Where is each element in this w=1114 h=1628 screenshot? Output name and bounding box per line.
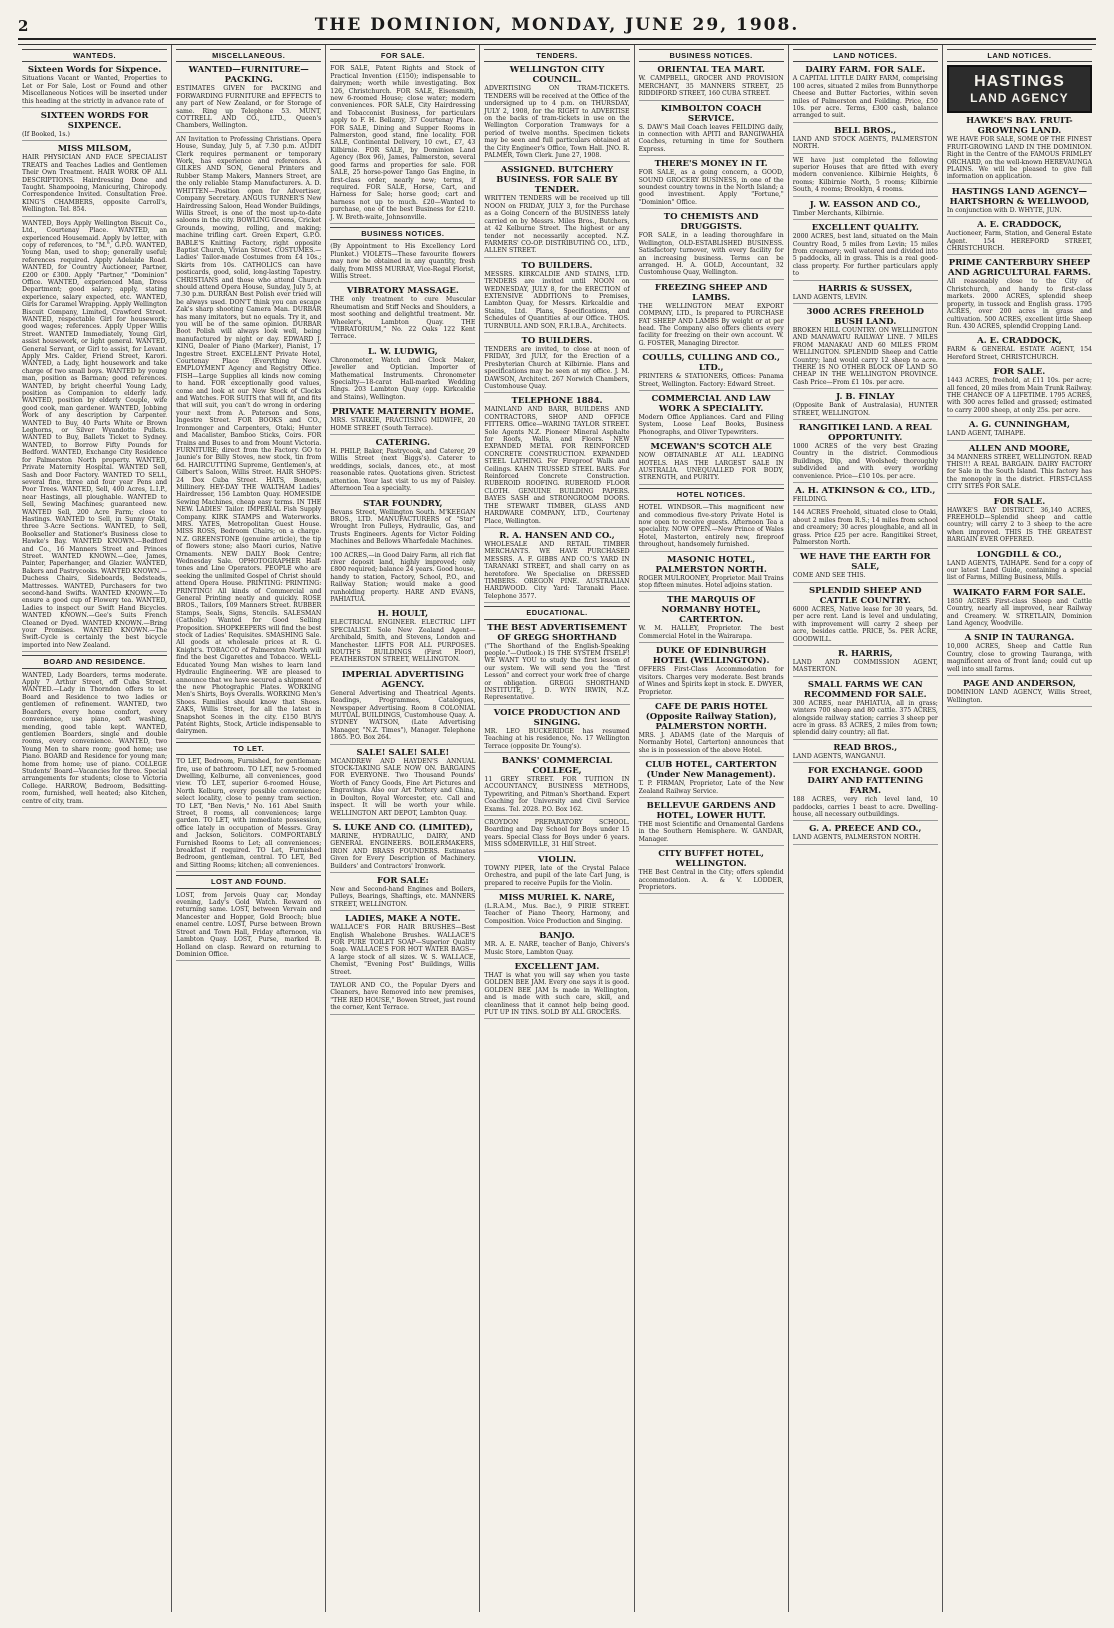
ad-body: THE most Scientific and Ornamental Gardens in the Southern Hemisphere. W. GANDAR, Manager. xyxy=(638,820,784,843)
ad-heading: MISS MILSOM, xyxy=(57,144,132,155)
section-header: BUSINESS NOTICES. xyxy=(330,227,475,240)
advertisement xyxy=(484,531,629,603)
ad-heading: CLUB HOTEL, CARTERTON (Under New Management). xyxy=(645,760,777,781)
ad-heading: A SNIP IN TAURANGA. xyxy=(964,633,1075,644)
ad-body: Situations Vacant or Wanted, Properties to Let or For Sale, Lost or Found and other Miscellaneous Notices will be inserted under this heading at the strictly in advance rate of xyxy=(22,75,168,105)
ad-body: WE have just completed the following superior Houses that are fitted with every modern convenience. Kilbirnie Heights, 6 rooms; Kilbirnie North, 5 rooms; Kilbirnie South, 4 rooms; Brooklyn, 4 rooms. xyxy=(792,156,938,194)
ad-heading: SPLENDID SHEEP AND CATTLE COUNTRY. xyxy=(808,585,922,606)
hastings-land-agency-banner xyxy=(947,65,1092,113)
ad-body: FOR SALE, in a leading thoroughfare in Wellington, OLD-ESTABLISHED BUSINESS. Satisfactory turnover, with every facility for an increasing business. Terms can be arranged. H. A. GOLD, Accountant, 32 Customhouse Quay, Wellington. xyxy=(638,232,784,277)
ad-heading: CATERING. xyxy=(375,438,431,449)
column-header: WANTEDS. xyxy=(22,49,167,62)
advertisement xyxy=(793,157,938,197)
ad-heading: TO CHEMISTS AND DRUGGISTS. xyxy=(663,212,759,233)
ad-body: WALLACE'S FOR HAIR BRUSHES—Best English Whalebone Brushes. WALLACE'S FOR PURE TOILET SOAP—Superior Quality Soap. WALLACE'S FOR HOT WATER BAGS—A large stock of all sizes. W. S. WALLACE, Chemist, "Evening Post" Buildings, Willis Street. xyxy=(330,924,476,976)
ad-heading: A. E. CRADDOCK, xyxy=(977,220,1062,231)
ad-body: Auctioneer, Farm, Station, and General Estate Agent. 154 HEREFORD STREET, CHRISTCHURCH. xyxy=(946,230,1092,253)
ad-body: WE HAVE FOR SALE, SOME OF THE FINEST FRUIT-GROWING LAND IN THE DOMINION. Right in the Centre of the FAMOUS FRIMLEY ORCHARD, on the well-known HEREVAUNGA PLAINS. We will be pleased to give full information on application. xyxy=(946,136,1092,181)
advertisement xyxy=(793,509,938,549)
ad-body: LOST, from Jervois Quay car, Monday evening, Lady's Gold Watch. Reward on returning same. LOST, between Vervain and Mancester and Hopper, Gold Brooch; blue enamel centre. LOST, Purse between Brown Street and Town Hall, Friday afternoon, via Lambton Quay. LOST, Purse, marked B. Holland on clasp. Reward on returning to Dominion Office. xyxy=(176,891,322,958)
ad-body: H. PHILP, Baker, Pastrycook, and Caterer, 29 Willis Street (next Biggs's). Caterer to weddings, socials, dances, etc., at most reasonable rates. Quotations given. Strictest attention. Your last visit to us my of Paisley. Afternoon Tea a specialty. xyxy=(330,448,476,493)
advertisement xyxy=(330,982,475,1015)
ad-body: WANTED, Boys Apply Wellington Biscuit Co., Ltd., Courtenay Place. WANTED, an experienced Housemaid. Apply by letter, with copy of references, to "M.", G.P.O. WANTED, Young Man, used to shop; generally useful; references required. Apply Adelaide Road. WANTED, for Country Auctioneer, Partner, £200 or £300. Apply "Partner," "Dominion" Office. WANTED, experienced Man, Dress Department; good salary; apply, stating experience, salary expected, etc. WANTED, Girls for Caramel Wrapping. Apply Wellington Biscuit Company, Limited, Crawford Street. WANTED, respectable Girl for housework; good wages; references. Apply Upper Willis Street. WANTED Immediately, Young Girl, assist housework, or light general. WANTED, General Servant, or Girl to assist, for Levant. Apply Mrs. Calder, Friend Street, Karori. WANTED, a Lady, light housework and take charge of two small boys. WANTED by young man, position as Barman; good references. WANTED, by bright cheerful Young Lady, position as Companion to elderly lady. WANTED, position by elderly Couple, wife good cook, man gardener. WANTED, Jobbing Work of any description by Carpenter. WANTED to Buy, 40 Parts White or Brown Leghorns, or Silver Wyandotte Pullets. WANTED to Buy, Ballets Ticket to Sydney. WANTED, to Borrow Fifty Pounds for Bedford. WANTED, Exchange City Residence for Palmerston North property. WANTED, Private Maternity Hospital. WANTED Sell, Sash and Door Factory. WANTED TO SELL, several fine, three and four year Pens and Poor Trees. WANTED, Sell, 400 Acres, L.I.P., near Hastings, all ploughable. WANTED to Sell, Sewing Machines; guaranteed new. WANTED Sell, 200 Acre Farm; close to Hastings. WANTED to Sell, in Sunny Otaki, three 3-Acre Sections. WANTED, to Sell, Bookseller and Stationer's Business close to Hawke's Bay. WANTED KNOWN.—Bedford and Co., 16 Manners Street and Princes Street. WANTED KNOWN.—Gee, James, Painter, Paperhanger, and Glazier. WANTED, Bakers and Pastrycooks. WANTED KNOWN.—Duchess Chairs, Sideboards, Bedsteads, Mattresses. WANTED, Purchasers for two second-hand Swifts. WANTED KNOWN.—To ensure a good cup of Flowery tea. WANTED, Ladies to inspect our Swift Hand Bicycles. WANTED KNOWN.—Gee's Suits French Cleaned or Dyed. WANTED KNOWN.—Bring your Promises. WANTED KNOWN.—The Swift-Cycle is certainly the best bicycle imported into New Zealand. xyxy=(22,219,168,649)
ad-heading: SALE! SALE! SALE! xyxy=(356,747,450,758)
ad-body: 34 MANNERS STREET, WELLINGTON. READ THIS!!! A REAL BARGAIN. DAIRY FACTORY for Sale in the South Island. This factory has the monopoly in the district. FIRST-CLASS CITY SITES FOR SALE. xyxy=(946,453,1092,491)
advertisement xyxy=(947,550,1092,585)
column-header: FOR SALE. xyxy=(330,49,475,62)
page-number: 2 xyxy=(18,17,29,35)
advertisement xyxy=(793,307,938,389)
advertisement xyxy=(793,586,938,646)
advertisement xyxy=(793,200,938,220)
ad-body: FOR SALE, as a going concern, a GOOD, SOUND GROCERY BUSINESS, in one of the soundest country towns in the North Island; a good investment. Apply "Fortune," "Dominion" Office. xyxy=(638,169,784,206)
advertisement xyxy=(639,353,784,391)
advertisement xyxy=(484,962,629,1019)
ad-heading: H. HOULT, xyxy=(377,609,429,620)
ad-body: ADVERTISING ON TRAM-TICKETS. TENDERS will be received at the Office of the undersigned up to 4 p.m. on THURSDAY, JULY 2, 1908, for the RIGHT to ADVERTISE on the backs of tram-tickets in use on the Wellington Corporation Tramways for a period of twelve months. Specimen tickets may be seen and full particulars obtained at the City Engineer's Office, Town Hall. JNO. R. PALMER, Town Clerk. June 27, 1908. xyxy=(484,85,630,160)
advertisement xyxy=(639,394,784,439)
advertisement xyxy=(793,649,938,677)
ad-heading: FREEZING SHEEP AND LAMBS. xyxy=(654,282,768,303)
ad-heading: HASTINGS LAND AGENCY— HARTSHORN & WELLWOOD, xyxy=(949,186,1090,207)
advertisement xyxy=(793,126,938,154)
advertisement xyxy=(639,849,784,894)
ad-heading: R. A. HANSEN AND CO., xyxy=(499,530,615,541)
advertisement xyxy=(793,680,938,740)
advertisement xyxy=(639,104,784,157)
advertisement xyxy=(947,116,1092,183)
section-header: TO LET. xyxy=(176,742,321,755)
advertisement xyxy=(639,212,784,279)
ad-heading: ALLEN AND MOORE, xyxy=(968,443,1070,454)
ad-heading: THE BEST ADVERTISEMENT OF GREGG SHORTHAND xyxy=(487,622,627,643)
advertisement xyxy=(639,442,784,485)
advertisement xyxy=(484,165,629,257)
advertisement xyxy=(330,823,475,873)
ad-heading: L. W. LUDWIG, xyxy=(367,346,438,357)
ad-body: NOW OBTAINABLE AT ALL LEADING HOTELS. HAS THE LARGEST SALE IN AUSTRALIA. UNEQUALLED FOR BODY, STRENGTH, and PURITY. xyxy=(638,452,784,482)
ad-body: MAINLAND AND BARR, BUILDERS AND CONTRACTORS, SHOP AND OFFICE FITTERS. Office—WARING TAYLOR STREET. Sole Agents N.Z. Pioneer Mineral Asphalte for Roofs, Walls, and Floors. NEW EXPANDED METAL FOR REINFORCED CONCRETE CONSTRUCTION. EXPANDED STEEL LATHING. For Fireproof Walls and Ceilings. KAHN TRUSSED STEEL BARS. For Reinforced Concrete Construction. RUBEROID ROOFING. RUBEROID FLOOR CLOTH. GENUINE BUILDING PAPERS. BAYES SASH and STRONGROOM DOORS. THE STEWART TIMBER, GLASS AND HARDWARE COMPANY, LTD., Courtenay Place, Wellington. xyxy=(484,406,630,525)
advertisement xyxy=(176,758,321,872)
ad-heading: FOR SALE. xyxy=(993,496,1046,507)
advertisement xyxy=(639,702,784,757)
ad-body: MR. LEO BUCKERIDGE has resumed Teaching at his residence, No. 17 Wellington Terrace (opposite Dr. Young's). xyxy=(484,727,630,750)
ad-body: THAT is what you will say when you taste GOLDEN BEE JAM. Every one says it is good. GOLDEN BEE JAM Is made in Wellington, and is made with such care, skill, and cleanliness that it cannot help being good. PUT UP IN TINS. SOLD BY ALL GROCERS. xyxy=(484,971,630,1016)
ad-body: W. CAMPBELL, GROCER AND PROVISION MERCHANT, 35 MANNERS STREET, 25 RIDDIFORD STREET, 160 CUBA STREET. xyxy=(638,75,784,98)
section-header: BOARD AND RESIDENCE. xyxy=(22,655,167,668)
advertisement xyxy=(947,633,1092,676)
advertisement xyxy=(793,486,938,506)
advertisement xyxy=(793,743,938,763)
ad-body: COME AND SEE THIS. xyxy=(792,572,866,580)
ad-heading: 3000 ACRES FREEHOLD BUSH LAND. xyxy=(806,306,924,327)
advertisement xyxy=(330,670,475,745)
advertisement xyxy=(484,708,629,753)
ad-body: 2000 ACRES, best land, situated on the Main Country Road, 5 miles from Levin; 15 miles from creamery; well watered and divided into 5 paddocks, all in grass. This is a real good-class property. For further particulars apply to xyxy=(792,233,938,278)
advertisement xyxy=(484,855,629,890)
advertisement xyxy=(639,595,784,643)
columns-container xyxy=(18,44,1096,1612)
advertisement xyxy=(639,283,784,350)
ad-heading: VIBRATORY MASSAGE. xyxy=(346,286,459,297)
ad-heading: SMALL FARMS WE CAN RECOMMEND FOR SALE. xyxy=(803,679,927,700)
ad-body: LAND AGENTS, WANGANUI. xyxy=(792,752,886,760)
ad-heading: MASONIC HOTEL, PALMERSTON NORTH. xyxy=(655,554,767,575)
ad-heading: IMPERIAL ADVERTISING AGENCY. xyxy=(341,669,464,690)
advertisement xyxy=(947,497,1092,547)
advertisement xyxy=(947,420,1092,440)
advertisement xyxy=(330,407,475,435)
column-3 xyxy=(326,45,480,1612)
ad-heading: STAR FOUNDRY, xyxy=(363,498,443,509)
advertisement xyxy=(793,284,938,304)
advertisement xyxy=(330,914,475,979)
advertisement xyxy=(793,552,938,582)
ad-heading: VOICE PRODUCTION AND SINGING. xyxy=(493,707,621,728)
ad-body: WRITTEN TENDERS will be received up till NOON on FRIDAY, JULY 3, for the Purchase as a Going Concern of the BUSINESS lately carried on by Messrs. Miles Bros., Butchers, at 42 Kelburne Street. The highest or any tender not necessarily accepted. N.Z. FARMERS' CO-OP. DISTRIBUTING CO., LTD., ALLEN STREET. xyxy=(484,195,630,255)
ad-body: ("The Shorthand of the English-Speaking people."—Outlook.) IS THE SYSTEM ITSELF! WE WANT YOU to study the first lesson of our system. We will send you the "first Lesson" and correct your work free of charge or obligation. GREGG SHORTHAND INSTITUTE, J. D. WYN IRWIN, N.Z. Representative. xyxy=(484,642,630,702)
ad-body: 10,000 ACRES, Sheep and Cattle Run Country, close to growing Tauranga, with magnificent area of front land; could cut up well into small farms. xyxy=(946,643,1092,673)
ad-body: W. M. HALLEY, Proprietor. The best Commercial Hotel in the Wairarapa. xyxy=(638,625,784,640)
ad-heading: S. LUKE AND CO. (LIMITED), xyxy=(332,822,473,833)
advertisement xyxy=(330,748,475,820)
ad-heading: TELEPHONE 1884. xyxy=(511,396,603,407)
advertisement xyxy=(793,223,938,280)
ad-heading: EXCELLENT QUALITY. xyxy=(811,223,919,234)
ad-heading: RANGITIKEI LAND. A REAL OPPORTUNITY. xyxy=(798,423,932,443)
advertisement xyxy=(793,65,938,122)
ad-body: HOTEL WINDSOR.—This magnificent new and commodious five-story Private Hotel is now open to receive guests. Afternoon Tea a speciality. NOW OPEN.—New Prince of Wales Hotel, Masterton, entirely new, fireproof throughout, handsomely furnished. xyxy=(638,504,784,549)
ad-body: THE WELLINGTON MEAT EXPORT COMPANY, LTD., Is prepared to PURCHASE FAT SHEEP AND LAMBS By weight or at per head. The Company also offers clients every facility for freezing on their own account. W. G. FOSTER, Managing Director. xyxy=(638,302,784,347)
ad-heading: THE MARQUIS OF NORMANBY HOTEL, CARTERTON. xyxy=(661,595,761,626)
ad-heading: MCEWAN'S SCOTCH ALE xyxy=(650,442,772,453)
advertisement xyxy=(947,679,1092,707)
ad-heading: KIMBOLTON COACH SERVICE. xyxy=(660,103,762,124)
advertisement xyxy=(947,444,1092,494)
ad-body: LAND AND COMMISSION AGENT, MASTERTON. xyxy=(792,658,938,674)
column-header: BUSINESS NOTICES. xyxy=(639,49,784,62)
ad-body: CROYDON PREPARATORY SCHOOL. Boarding and Day School for Boys under 15 years. Special Class for Boys under 6 years. MISS SOMERVILLE, 31 Hill Street. xyxy=(484,819,630,849)
ad-heading: TO BUILDERS. xyxy=(521,260,593,271)
ad-heading: A. E. CRADDOCK, xyxy=(977,336,1062,347)
ad-body: Bevans Street, Wellington South. M'KEEGAN BROS., LTD. MANUFACTURERS of "Star" Wrought Iron Pulleys, Hydraulic, Gas, and Trusts Engineers. Agents for Victor Folding Machines and Bellows Wharfedale Machines. xyxy=(330,508,476,546)
section-header: LOST AND FOUND. xyxy=(176,875,321,888)
section-header: HOTEL NOTICES. xyxy=(639,488,784,501)
advertisement xyxy=(330,552,475,607)
advertisement xyxy=(330,347,475,404)
ad-body: 1443 ACRES, freehold, at £11 10s. per acre; all fenced, 20 miles from Main Trunk Railway. THE CHANCE OF A LIFETIME. 1795 ACRES, with 300 acres felled and grassed; estimated to carry 2000 sheep, at only 25s. per acre. xyxy=(946,377,1092,414)
advertisement xyxy=(947,588,1092,631)
ad-heading: R. HARRIS, xyxy=(838,648,893,659)
ad-heading: BELL BROS., xyxy=(834,125,897,136)
ad-body: (Opposite Bank of Australasia), HUNTER STREET, WELLINGTON. xyxy=(792,402,938,417)
ad-body: ROGER MULROONEY, Proprietor. Mail Trains stop fifteen minutes. Hotel adjoins station. xyxy=(638,574,784,590)
advertisement xyxy=(330,499,475,549)
advertisement xyxy=(330,609,475,666)
ad-heading: PAGE AND ANDERSON, xyxy=(963,679,1076,690)
ad-heading: COMMERCIAL AND LAW WORK A SPECIALITY. xyxy=(651,393,771,414)
ad-heading: HAWKE'S BAY. FRUIT-GROWING LAND. xyxy=(966,116,1073,137)
column-4 xyxy=(480,45,634,1612)
ad-body: FOR SALE, Patent Rights and Stock of Practical Invention (£150); indispensable to dairymen; worth while investigating. Box 126, Christchurch. FOR SALE, Eisensmith, new 6-roomed House; close water; modern conveniences. FOR SALE, City Hairdressing and Tobacconist Business, for particulars apply to F. H. Bellamy, 37 Courtenay Place. FOR SALE, Dining and Supper Rooms in Palmerston, good stand, fine locality. FOR SALE, Continental Delivery, 10 cwt., £7, 43 Kilbirnie. FOR SALE, by Dominion Land Agency (Box 96), James, Palmerston, several good farms and properties for sale. FOR SALE, 25 horse-power Tango Gas Engine, in first-class order, nearly new; terms, if required. FOR SALE, Horse, Cart, and Harness for Sale; horse good; cart and harness not up to much. £20—Wanted to purchase, one of the best Business for £210. J. W. Breth-waite, Johnsonville. xyxy=(330,65,476,221)
ad-body: MRS. STARKIE, PRACTISING MIDWIFE, 20 HOME STREET (South Terrace). xyxy=(330,417,476,432)
ad-body: 11 GREY STREET. FOR TUITION IN ACCOUNTANCY, BUSINESS METHODS, Typewriting, and Pitman's Shorthand. Expert Coaching for University and Civil Service Exams. Tel. 2028. P.O. Box 162. xyxy=(484,776,630,813)
advertisement xyxy=(947,367,1092,417)
advertisement xyxy=(484,336,629,393)
advertisement xyxy=(947,187,1092,217)
ad-heading: WANTED—FURNITURE—PACKING. xyxy=(188,65,309,86)
advertisement xyxy=(947,258,1092,333)
ad-body: ELECTRICAL ENGINEER. ELECTRIC LIFT SPECIALIST. Sole New Zealand Agent—Archibald, Smith, and Stevens, London and Manchester. LIFTS FOR ALL PURPOSES. ROUTH'S BUILDINGS (First Floor), FEATHERSTON STREET, WELLINGTON. xyxy=(330,619,476,664)
ad-body: 188 ACRES, very rich level land, 10 paddocks, carries 1 beast to acre. Dwelling-house, all necessary outbuildings. xyxy=(792,796,938,818)
ad-body: TO LET, Bedroom, Furnished, for gentleman; fire, use of bathroom. TO LET, new 5-roomed Dwelling, Kelburne, all conveniences, good view. TO LET, superior 6-roomed House, North Kelburn, every possible convenience; select locality, close to penny tram section. TO LET, "Ben Nevis," No. 161 Abel Smith Street, 8 rooms, all conveniences; large garden. TO LET, with immediate possession, office lately in occupation of Messrs. Gray and Jackson, Solicitors. COMFORTABLY Furnished Rooms to Let; all conveniences; breakfast if required. TO Let, Furnished Bedroom, gentleman, central. TO LET, Bed and Sitting Rooms; kitchen; all conveniences. xyxy=(176,758,322,869)
ad-heading: J. W. EASSON AND CO., xyxy=(809,199,921,210)
ad-heading: CAFE DE PARIS HOTEL (Opposite Railway Station), PALMERSTON NORTH. xyxy=(645,701,777,732)
ad-body: T. P. FIRMAN, Proprietor, Late of the New Zealand Railway Service. xyxy=(638,780,784,795)
ad-body: Chronometer, Watch and Clock Maker, Jeweller and Optician. Importer of Mathematical Instruments. Chronometer Specialty—18-carat Hall-marked Wedding Rings. 203 Lambton Quay (opp. Kirkcaldie and Stains), Wellington. xyxy=(330,356,476,401)
ad-heading: J. B. FINLAY xyxy=(836,392,895,403)
advertisement xyxy=(484,65,629,162)
advertisement xyxy=(484,756,629,816)
ad-body: OFFERS First-Class Accommodation for visitors. Charges very moderate. Best brands of Wines and Spirits kept in stock. E. DWYER, Proprietor. xyxy=(638,666,784,696)
ad-body: Timber Merchants, Kilbirnie. xyxy=(792,209,884,217)
masthead xyxy=(18,14,1096,40)
advertisement xyxy=(176,65,321,132)
column-header: MISCELLANEOUS. xyxy=(176,49,321,62)
ad-heading: G. A. PREECE AND CO., xyxy=(809,824,922,835)
section-header: EDUCATIONAL. xyxy=(484,606,629,619)
ad-body: BROKEN HILL COUNTRY. ON WELLINGTON AND MANAWATU RAILWAY LINE. 7 MILES FROM MANAKAU AND 60 MILES FROM WELLINGTON. SPLENDID Sheep and Cattle Country; land would carry 12 sheep to acre. THERE IS NO OTHER BLOCK OF LAND SO CHEAP IN THE WELLINGTON PROVINCE. Cash Price—From £1 10s. per acre. xyxy=(792,326,938,386)
ad-body: FEILDING. xyxy=(792,496,828,504)
ad-body: MESSRS. KIRKCALDIE AND STAINS, LTD. TENDERS are invited until NOON on WEDNESDAY, JULY 8, for the ERECTION of EXTENSIVE ADDITIONS to Premises, Lambton Quay, for Messrs. Kirkcaldie and Stains, Ltd. Plans, Specifications, and Schedules of Quantities at our Office. THOS. TURNBULL AND SON, F.R.I.B.A., Architects. xyxy=(484,270,630,330)
advertisement xyxy=(176,136,321,739)
advertisement xyxy=(793,824,938,844)
ad-body: (If Booked, 1s.) xyxy=(22,131,70,139)
ad-body: All reasonably close to the City of Christchurch, and handy to first-class markets. 2000 ACRES, splendid sheep property, in tussock and English grass. 1795 ACRES, over 200 acres in grass and cultivation. 500 ACRES, excellent little Sheep Run. 430 ACRES, splendid Cropping Land. xyxy=(946,278,1092,330)
advertisement xyxy=(484,623,629,705)
ad-body: (L.R.A.M., Mus. Bac.), 9 PIRIE STREET. Teacher of Piano Theory, Harmony, and Composition. Voice Production and Singing. xyxy=(484,902,630,925)
ad-heading: LONGDILL & CO., xyxy=(976,549,1062,560)
advertisement xyxy=(330,438,475,495)
ad-heading: ASSIGNED. BUTCHERY BUSINESS. FOR SALE BY TENDER. xyxy=(496,165,618,196)
ad-heading: WELLINGTON CITY COUNCIL. xyxy=(509,65,605,86)
column-header: LAND NOTICES. xyxy=(793,49,938,62)
ad-body: General Advertising and Theatrical Agents. Readings, Programmes, Catalogues, Newspaper Advertising. Room 8 COLONIAL MUTUAL BUILDINGS, Customhouse Quay. A. SYDNEY WATSON, (Late Advertising Manager, "N.Z. Times"), Manager. Telephone 1865. P.O. Box 264. xyxy=(330,689,476,742)
banner-line2: LAND AGENCY xyxy=(970,91,1069,106)
ad-body: HAIR PHYSICIAN AND FACE SPECIALIST TREATS and Teaches Ladies and Gentlemen Their Own Treatment. HAIR WORK OF ALL DESCRIPTIONS. Hairdressing Done and Taught. Shampooing, Manicuring, Chiropody. Correspondence Invited. Consultation Free. KING'S CHAMBERS, opposite Carroll's, Wellington. Tel. 854. xyxy=(22,154,168,214)
advertisement xyxy=(639,159,784,209)
ad-heading: PRIME CANTERBURY SHEEP AND AGRICULTURAL FARMS. xyxy=(948,258,1091,279)
ad-body: DOMINION LAND AGENCY, Willis Street, Wellington. xyxy=(946,689,1092,704)
ad-body: 100 ACRES,—in Good Dairy Farm, all rich flat river deposit land, highly improved; only £800 required; balance 24 years. Good house, handy to station, Factory, School, P.O., and Railway Station; would make a good runholding property. HARE AND EVANS, PAHIATUA. xyxy=(330,551,476,603)
ad-body: TENDERS are invited, to close at noon of FRIDAY, 3rd JULY, for the Erection of a Presbyterian Church at Kilbirnie. Plans and specifications may be seen at my office. J. M. DAWSON, Architect. 267 Norwich Chambers, Customhouse Quay. xyxy=(484,345,630,390)
column-header: LAND NOTICES. xyxy=(947,49,1092,62)
advertisement xyxy=(22,220,167,653)
ad-heading: MISS MURIEL K. NARE, xyxy=(499,892,615,903)
ad-heading: COULLS, CULLING AND CO., LTD., xyxy=(642,353,780,374)
ad-heading: THERE'S MONEY IN IT. xyxy=(654,159,768,170)
advertisement xyxy=(484,893,629,928)
ad-body: THE only treatment to cure Muscular Rheumatism and Stiff Necks and Shoulders, a most soothing and delightful treatment. Mr. Wheeler's, Lambton Quay. THE "VIBRATORIUM," No. 22 Oaks 122 Kent Terrace. xyxy=(330,296,476,341)
ad-heading: VIOLIN. xyxy=(537,854,577,865)
ad-body: MCANDREW AND HAYDEN'S ANNUAL STOCK-TAKING SALE NOW ON. BARGAINS FOR EVERYONE. Two Thousand Pounds' Worth of Fancy Goods, Fine Art Pictures and Engravings. Also our Art Pottery and China, in Doulton, Royal Worcester, etc. Call and inspect. It will be worth your while. WELLINGTON ART DEPOT, Lambton Quay. xyxy=(330,757,476,817)
advertisement xyxy=(639,646,784,699)
column-header: TENDERS. xyxy=(484,49,629,62)
advertisement xyxy=(22,672,167,808)
column-6 xyxy=(789,45,943,1612)
ad-body: LAND AGENTS, TAIHAPE. Send for a copy of our latest Land Guide, containing a special list of Farms, Milling Business, Mills. xyxy=(946,559,1092,582)
ad-heading: EXCELLENT JAM. xyxy=(514,961,600,972)
advertisement xyxy=(639,801,784,846)
ad-body: Modern Office Appliances. Card and Filing System, Loose Leaf Books, Business Phonographs, and Oliver Typewriters. xyxy=(638,413,784,436)
ad-heading: HARRIS & SUSSEX, xyxy=(818,283,913,294)
banner-line1: HASTINGS xyxy=(974,73,1065,91)
ad-body: (By Appointment to His Excellency Lord Plunket.) VIOLETS—These favourite flowers may now be obtained in any quantity, fresh daily, from MISS MURRAY, Vice-Regal Florist, Willis Street. xyxy=(330,243,476,280)
ad-body: MARINE, HYDRAULIC, DAIRY, AND GENERAL ENGINEERS. BOILERMAKERS, IRON AND BRASS FOUNDERS. Estimates Given for Every Description of Machinery. Builders' and Contractors' Ironwork. xyxy=(330,832,476,870)
advertisement xyxy=(484,931,629,959)
ad-body: New and Second-hand Engines and Boilers, Pulleys, Bearings, Shaftings, etc. MANNERS STREET, WELLINGTON. xyxy=(330,885,476,908)
advertisement xyxy=(793,766,938,821)
ad-body: LAND AGENTS, PALMERSTON NORTH. xyxy=(792,834,921,842)
column-1 xyxy=(18,45,172,1612)
ad-heading: BANJO. xyxy=(539,931,575,942)
advertisement xyxy=(947,220,1092,255)
ad-body: HAWKE'S BAY DISTRICT. 36,140 ACRES, FREEHOLD—Splendid sheep and cattle country; will carry 2 to 3 sheep to the acre when improved. THIS IS THE GREATEST BARGAIN EVER OFFERED. xyxy=(946,506,1092,544)
ad-heading: ORIENTAL TEA MART. xyxy=(657,65,765,76)
advertisement xyxy=(22,144,167,216)
ad-body: AN Invitation to Professing Christians. Opera House, Sunday, July 5, at 7.30 p.m. AUDIT Clerk requires permanent or temporary Work, has experience and references. A GILKES AND SON, General Printers and Rubber Stamp Makers, Manners Street, are the only reliable Stamp Manufacturers. A. D. WHITTEN—Position open for Advertiser, Company Secretary. ANGUS TURNER'S New Hairdressing Saloon, Head Wonder Buildings, Willis Street, is one of the most up-to-date saloons in the city. BOWLING Greens, Cricket Grounds, mowing, rolling, and making; machine trifling cart. Green Expert, G.P.O. BABLE'S Knitting Factory, right opposite Baptist Church, Vivian Street. COSTUMES.—Ladies' Tailor-made Costumes from £4 10s.; Skirts from 10s. CATHOLICS can have posticards, good, solid, long-lasting Tapestry. CHRISTIANS and those who attend Church should attend Opera House, Sunday, July 5, at 7.30 p.m. DURRAN Best Polish ever tried will be always used. DON'T think you can escape Zak's sharp shooting Camera Man. DURBAR has many imitators, but no equals. Try it, and you will be of the same opinion. DURBAR Boot Polish will always look well, being manufactured by night or day. EDWARD J. KING, Dealer of Piano (Marker), Pianist, 17 Ingestre Street. EXCELLENT Private Hotel, Courtenay Place (Everything New). EMPLOYMENT Agency and Registry Office. FISH—Large Supplies all kinds now coming to hand. FOR exceptionally good values, come and look at our New Stock of Clocks and Watches. FOR SUITS that will fit, and fits that will suit, you can't do wrong in ordering your next from A. Paterson and Sons, Ingestre Street. FOR BOOKS and CO., Ironmonger and Carpenters, Otaki; Hunter and Macalister, Bamboo Sticks, Coirs. FOR Trains and Buses to and from Mount Victoria. FURNITURE; direct from the Factory. GO to Jaunie's for Billy Stoves, new stock, tin from 6d. HAIRCUTTING Supreme, Gentlemen's, at Gilbert's Saloon, Willis Street. HAIR SHOPS: 24 Dox Cuba Street. HATS, Bonnets, Millinery. HEY-DAY THE WALTHAM Ladies' Hairdresser, 156 Lambton Quay. HOMESIDE Sewing Machines, cheap easy terms. IN THE NEW. LADIES' Tailor. IMPERIAL Fish Supply Company. KIRK STAMPS and Waterworks. MRS. YATES, Metropolitan Guest House. MISS ROSS, Bedroom Chairs; on a charge. N.Z. GREENSTONE (genuine article), the tip of flowers stone; also Maori curios, Native Ornaments. NEW DAILY Book Centre; Wednesday Sale. OPHOTOGRAPHER Half-tones and Line Operators. PEOPLE who are seeking the unlimited Gospel of Christ should attend Opera House. PRINTING: PRINTING: PRINTING! All kinds of Commercial and General Printing neatly and quickly. ROSE BROS., Tailors, 109 Manners Street. RUBBER Stamps, Seals, Signs, Stencils. SALESMAN (Catholic) Wanted for Good Selling Proposition. SHOPKEEPERS will find the best stock of Ladies' Requisites. SMASHING Sale. All goods at wholesale prices at R. G. Knight's. TOBACCO of Palmerston North will find the best Cigarettes and Tobacco. WELL-Educated Young Man wishes to learn land Hydraulic Engineering. WE are pleased to announce that we have secured a shipment of the new Photographic Plates. WORKING Men's Shirts, Boys Overalls. WORKING Men's Shoes. Families should know that Shoes. ZAKS, Willis Street, for all the latest in Snapshot Scenes in the city. £150 BUYS Patent Rights, Stock, Article indispensable to dairymen. xyxy=(176,135,322,736)
column-5 xyxy=(635,45,789,1612)
ad-body: 6000 ACRES, Native lease for 30 years, 5d. per acre rent. Land is level and undulating, with improvement will carry 2 sheep per acre, besides cattle. PRICE, 5s. PER ACRE, GOODWILL. xyxy=(792,605,938,643)
ad-body: WHOLESALE AND RETAIL TIMBER MERCHANTS. WE HAVE PURCHASED MESSRS. A. F. GIBBS AND CO.'S YARD IN TARANAKI STREET, and shall carry on as heretofore. We Specialise on DRESSED TIMBERS. OREGON PINE. AUSTRALIAN HARDWOOD. City Yard: Taranaki Place. Telephone 3577. xyxy=(484,540,630,600)
advertisement xyxy=(947,336,1092,364)
ad-heading: FOR EXCHANGE. GOOD DAIRY AND FATTENING FARM. xyxy=(807,766,924,797)
ad-body: TAYLOR AND CO., the Popular Dyers and Cleaners, have Removed into new premises, "THE RED HOUSE," Bowen Street, just round the corner, Kent Terrace. xyxy=(330,982,476,1012)
ad-heading: Sixteen Words for Sixpence. xyxy=(27,65,162,76)
ad-body: LAND AND STOCK AGENTS, PALMERSTON NORTH. xyxy=(792,135,938,151)
column-2 xyxy=(172,45,326,1612)
ad-body: A CAPITAL LITTLE DAIRY FARM, comprising 100 acres, situated 2 miles from Bunnythorpe Cheese and Butter Factories, within seven miles of Palmerston and Feilding. Price, £50 10s. per acre. Terms, £300 cash, balance arranged to suit. xyxy=(792,75,938,120)
advertisement xyxy=(639,555,784,593)
ad-heading: PRIVATE MATERNITY HOME. xyxy=(331,407,474,418)
ad-heading: FOR SALE: xyxy=(376,875,429,886)
ad-body: ESTIMATES GIVEN for PACKING and FORWARDING FURNITURE and EFFECTS to any part of New Zealand, or for Storage of same. Ring up Telephone 53. MUNT, COTTRELL AND CO., LTD., Queen's Chambers, Wellington. xyxy=(176,85,322,130)
ad-body: TOWNY PIPER, late of the Crystal Palace Orchestra, and pupil of the late Carl Jung, is prepared to receive Pupils for the Violin. xyxy=(484,864,630,887)
ad-heading: DUKE OF EDINBURGH HOTEL (WELLINGTON). xyxy=(652,646,770,667)
ad-heading: DAIRY FARM. FOR SALE. xyxy=(805,65,926,76)
advertisement xyxy=(330,286,475,343)
advertisement xyxy=(484,261,629,333)
advertisement xyxy=(639,504,784,551)
advertisement xyxy=(22,65,167,108)
ad-heading: WE HAVE THE EARTH FOR SALE, xyxy=(799,552,931,573)
ad-body: FARM & GENERAL ESTATE AGENT, 154 Hereford Street, CHRISTCHURCH. xyxy=(946,346,1092,361)
ad-body: 300 ACRES, near PAHIATUA, all in grass; winters 700 sheep and 80 cattle. 375 ACRES, alongside railway station; carries 3 sheep per acre in grass. 83 ACRES, 2 miles from town; splendid dairy country; all flat. xyxy=(792,699,938,737)
advertisement xyxy=(330,243,475,283)
ad-body: MRS. J. ADAMS (late of the Marquis of Normanby Hotel, Carterton) announces that she is in possession of the above Hotel. xyxy=(638,731,784,754)
ad-heading: BELLEVUE GARDENS AND HOTEL, LOWER HUTT. xyxy=(646,800,776,821)
advertisement xyxy=(484,819,629,852)
ad-body: 1000 ACRES of the very best Grazing Country in the district. Commodious Buildings, Dip, and Woolshed; thoroughly subdivided and with every working convenience. Price—£10 10s. per acre. xyxy=(792,443,938,480)
ad-body: 144 ACRES Freehold, situated close to Otaki, about 2 miles from R.S.; 14 miles from school and creamery; 30 acres ploughable, and all in grass. Price £25 per acre. Rangitikei Street, Palmerston North. xyxy=(792,509,938,547)
ad-body: S. DAW'S Mail Coach leaves FEILDING daily, in connection with APITI and RANGIWAHIA Coaches, returning in time for Southern Express. xyxy=(638,123,784,153)
ad-body: PRINTERS & STATIONERS, Offices: Panama Street, Wellington. Factory: Edward Street. xyxy=(638,373,784,388)
ad-body: LAND AGENT, TAIHAPE. xyxy=(946,430,1026,438)
ad-body: In conjunction with D. WHYTE, JUN. xyxy=(946,206,1062,214)
ad-heading: BANKS' COMMERCIAL COLLEGE, xyxy=(501,756,613,777)
advertisement xyxy=(330,876,475,911)
ad-body: MR. A. E. NARE, teacher of Banjo, Chivers's Music Store, Lambton Quay. xyxy=(484,941,630,956)
ad-heading: LADIES, MAKE A NOTE. xyxy=(345,914,461,925)
ad-heading: SIXTEEN WORDS FOR SIXPENCE. xyxy=(40,111,149,132)
ad-heading: FOR SALE. xyxy=(993,367,1046,378)
advertisement xyxy=(793,392,938,420)
ad-heading: A. H. ATKINSON & CO., LTD., xyxy=(795,486,936,497)
ad-body: LAND AGENTS, LEVIN. xyxy=(792,293,868,301)
ad-heading: WAIKATO FARM FOR SALE. xyxy=(953,587,1086,598)
ad-body: WANTED, Lady Boarders, terms moderate. Apply 7 Arthur Street, off Cuba Street. WANTED.—Lady in Thorndon offers to let Board and Residence to two ladies or gentlemen of refinement. WANTED, two Boarders, every home comfort, every convenience, use piano, soft washing, mending, good table kept. WANTED, gentlemen Boarders, single and double rooms, every convenience. WANTED, two Young Men to share room; good home; use Piano. BOARD and Residence for young man; home from home; use of piano. COLLEGE Students' Board—Vacancies for three. Special arrangements for students; close to Victoria College. HARROW, Bedroom, Bedsitting-room, furnished, well heated; also Kitchen, centre of city, tram. xyxy=(22,671,168,805)
advertisement xyxy=(639,65,784,100)
ad-heading: READ BROS., xyxy=(833,742,898,753)
column-7 xyxy=(943,45,1096,1612)
ad-heading: TO BUILDERS. xyxy=(521,335,593,346)
advertisement xyxy=(330,65,475,224)
advertisement xyxy=(484,396,629,528)
ad-body: 1850 ACRES First-class Sheep and Cattle Country, nearly all improved, near Railway and Creamery. W. STRETLAIN, Dominion Land Agency, Woodville. xyxy=(946,597,1092,628)
ad-heading: A. G. CUNNINGHAM, xyxy=(968,420,1070,431)
advertisement xyxy=(639,760,784,798)
advertisement xyxy=(793,423,938,483)
ad-body: THE Best Central in the City; offers splendid accommodation. A. & V. LODDER, Proprietors. xyxy=(638,869,784,891)
ad-heading: CITY BUFFET HOTEL, WELLINGTON. xyxy=(658,849,764,870)
advertisement xyxy=(176,892,321,962)
newspaper-title: THE DOMINION, MONDAY, JUNE 29, 1908. xyxy=(314,15,800,35)
advertisement xyxy=(22,111,167,141)
